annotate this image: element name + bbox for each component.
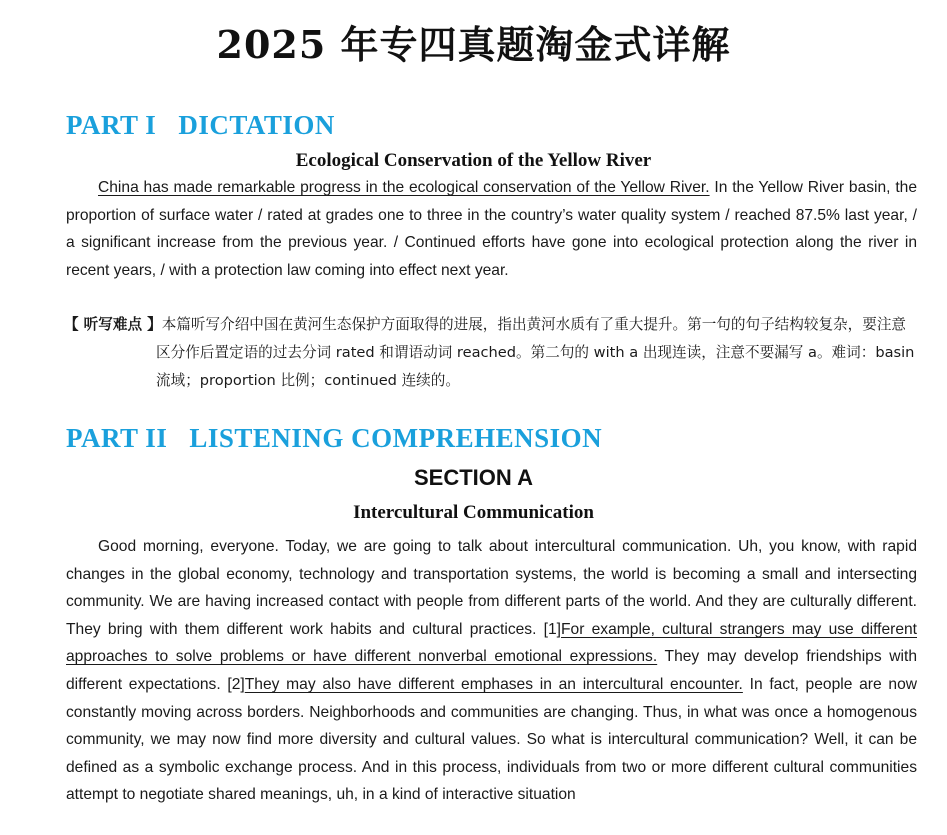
transcript-underlined-2: They may also have different emphases in an intercultural encounter. [244, 675, 743, 693]
listening-transcript [66, 533, 917, 809]
transcript-underlined-1: For example, cultural strangers may use different approaches to solve problems or have different nonverbal emotional expressions. [66, 620, 918, 666]
part-1-number: PART I [66, 110, 157, 140]
dictation-difficulty-note [66, 311, 917, 395]
part-1-name: DICTATION [178, 110, 335, 140]
part-2-heading [66, 423, 602, 454]
page-title: 2025 年专四真题淘金式详解 [216, 22, 731, 67]
transcript-part-3: In fact, people are now constantly moving across borders. Neighborhoods and communities are changing. Thus, in what was once a homogenous community, we may now find more diversity and cultural values. So what is intercultural communication? Well, it can be defined as a symbolic exchange process. And in this process, individuals from two or more different cultural communities attempt to negotiate shared meanings, uh, in a kind of interactive situation [66, 675, 918, 804]
transcript-part-1: Good morning, everyone. Today, we are going to talk about intercultural communication. Uh, you know, with rapid changes in the global economy, technology and transportation systems, the world is becoming a small and intersecting community. We are having increased contact with people from different parts of the world. And they are culturally different. They bring with them different work habits and cultural practices. [1] [66, 538, 917, 638]
dictation-article-title: Ecological Conservation of the Yellow River [295, 150, 652, 171]
dictation-text-rest: In the Yellow River basin, the proportion of surface water / rated at grades one to three in the country’s water quality system / reached 87.5% last year, / a significant increase from the previous year. / Continued efforts have gone into ecological protection along the river in recent years, / with a protection law coming into effect next year. [66, 179, 917, 279]
listening-article-title: Intercultural Communication [353, 502, 594, 523]
section-a-heading: SECTION A [414, 465, 533, 490]
part-1-heading [66, 110, 335, 141]
note-text: 本篇听写介绍中国在黄河生态保护方面取得的进展，指出黄河水质有了重大提升。第一句的句子结构较复杂，要注意区分作后置定语的过去分词 rated 和谓语动词 reached。第二句的 with a 出现连读，注意不要漏写 a。难词：basin 流域；proportion 比例；continued 连续的。 [156, 316, 915, 389]
dictation-underlined-sentence: China has made remarkable progress in the ecological conservation of the Yellow River. [98, 179, 710, 196]
part-2-number: PART II [66, 423, 168, 453]
part-2-name: LISTENING COMPREHENSION [189, 423, 603, 453]
note-label: 【 听写难点 】 [64, 316, 162, 333]
dictation-text [66, 174, 917, 284]
transcript-part-2: They may develop friendships with different expectations. [2] [66, 648, 917, 693]
